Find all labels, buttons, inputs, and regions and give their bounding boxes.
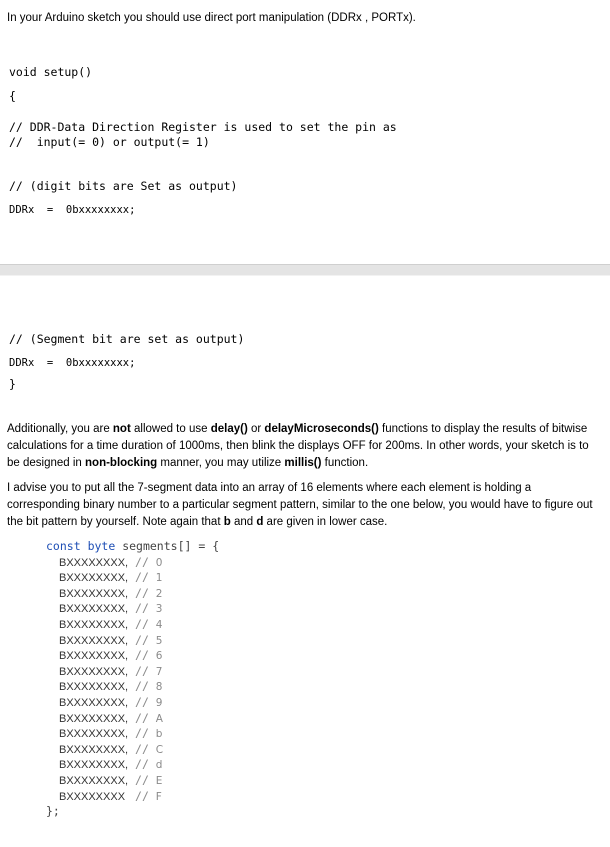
intro-text: In your Arduino sketch you should use direct port manipulation (DDRx , PORTx).	[7, 12, 416, 24]
segment-binary: BXXXXXXXX	[59, 790, 129, 803]
segment-comment: 7	[155, 665, 163, 678]
code-comment-io: // input(= 0) or output(= 1)	[9, 135, 210, 149]
comment-slashes: //	[128, 741, 156, 756]
segment-binary: BXXXXXXXX,	[59, 618, 129, 631]
segment-binary: BXXXXXXXX,	[59, 572, 129, 585]
segment-comment: E	[155, 774, 163, 787]
segment-comment: b	[155, 728, 163, 741]
comment-slashes: //	[128, 632, 156, 647]
segment-binary: BXXXXXXXX,	[59, 603, 129, 616]
comment-slashes: //	[128, 694, 156, 709]
segment-row	[46, 570, 219, 586]
code-ddrx-segment: DDRx = 0bxxxxxxxx;	[9, 357, 136, 369]
code-comment-ddr: // DDR-Data Direction Register is used to set the pin as	[9, 120, 397, 134]
segment-comment: d	[155, 759, 163, 772]
segment-binary: BXXXXXXXX,	[59, 743, 129, 756]
segment-comment: 5	[155, 634, 163, 647]
segment-row	[46, 695, 219, 711]
segment-row	[46, 757, 219, 773]
segment-binary: BXXXXXXXX,	[59, 728, 129, 741]
segment-binary: BXXXXXXXX,	[59, 759, 129, 772]
segments-rows	[46, 555, 219, 805]
segment-row	[46, 679, 219, 695]
segment-row	[46, 601, 219, 617]
segments-declaration: const byte segments[] = {	[46, 539, 220, 553]
segment-comment: 6	[155, 650, 163, 663]
segment-row	[46, 648, 219, 664]
segment-binary: BXXXXXXXX,	[59, 634, 129, 647]
comment-slashes: //	[128, 616, 156, 631]
segment-comment: F	[155, 790, 162, 803]
comment-slashes: //	[128, 601, 156, 616]
comment-slashes: //	[128, 757, 156, 772]
code-ddrx-digit: DDRx = 0bxxxxxxxx;	[9, 204, 136, 216]
segment-row	[46, 726, 219, 742]
comment-slashes: //	[128, 585, 156, 600]
segment-row	[46, 586, 219, 602]
comment-slashes: //	[128, 710, 156, 725]
segment-binary: BXXXXXXXX,	[59, 681, 129, 694]
segment-comment: C	[155, 743, 164, 756]
comment-slashes: //	[128, 788, 156, 803]
segment-row	[46, 617, 219, 633]
comment-slashes: //	[128, 772, 156, 787]
comment-slashes: //	[128, 663, 156, 678]
segment-binary: BXXXXXXXX,	[59, 650, 129, 663]
segment-row	[46, 664, 219, 680]
comment-slashes: //	[128, 648, 156, 663]
comment-slashes: //	[128, 679, 156, 694]
code-close-brace: }	[9, 377, 16, 391]
segment-row	[46, 742, 219, 758]
comment-slashes: //	[128, 726, 156, 741]
code-comment-digit: // (digit bits are Set as output)	[9, 179, 238, 193]
paragraph-blocking: Additionally, you are not allowed to use delay() or delayMicroseconds() functions to display the results of bitwise calculations for a time duration of 1000ms, then blink the displays OFF for 200ms. In other words, your sketch is to be designed in non-blocking manner, you may utilize millis() function.	[7, 423, 589, 469]
segment-row	[46, 711, 219, 727]
segment-binary: BXXXXXXXX,	[59, 665, 129, 678]
comment-slashes: //	[128, 554, 156, 569]
page-divider	[0, 264, 610, 276]
segment-binary: BXXXXXXXX,	[59, 556, 129, 569]
segment-row	[46, 555, 219, 571]
segment-row	[46, 633, 219, 649]
segment-binary: BXXXXXXXX,	[59, 587, 129, 600]
segment-comment: 4	[155, 618, 163, 631]
segment-comment: 1	[155, 572, 163, 585]
code-void-setup: void setup()	[9, 65, 93, 79]
segment-row	[46, 789, 219, 805]
comment-slashes: //	[128, 570, 156, 585]
segments-close: };	[46, 804, 60, 819]
segment-binary: BXXXXXXXX,	[59, 696, 129, 709]
segment-comment: 3	[155, 603, 163, 616]
paragraph-array-advice: I advise you to put all the 7-segment data into an array of 16 elements where each element is holding a corresponding binary number to a particular segment pattern, similar to the one below, you would have to figure out the bit pattern by yourself. Note again that b and d are given in lower case.	[7, 482, 593, 528]
code-open-brace: {	[9, 89, 16, 103]
segment-comment: 0	[155, 556, 163, 569]
segment-comment: 2	[155, 587, 163, 600]
segment-comment: 9	[155, 696, 163, 709]
code-comment-segment: // (Segment bit are set as output)	[9, 332, 245, 346]
segments-code-block	[46, 539, 219, 820]
segment-binary: BXXXXXXXX,	[59, 712, 129, 725]
segment-binary: BXXXXXXXX,	[59, 774, 129, 787]
segment-comment: A	[155, 712, 163, 725]
segment-comment: 8	[155, 681, 163, 694]
segment-row	[46, 773, 219, 789]
